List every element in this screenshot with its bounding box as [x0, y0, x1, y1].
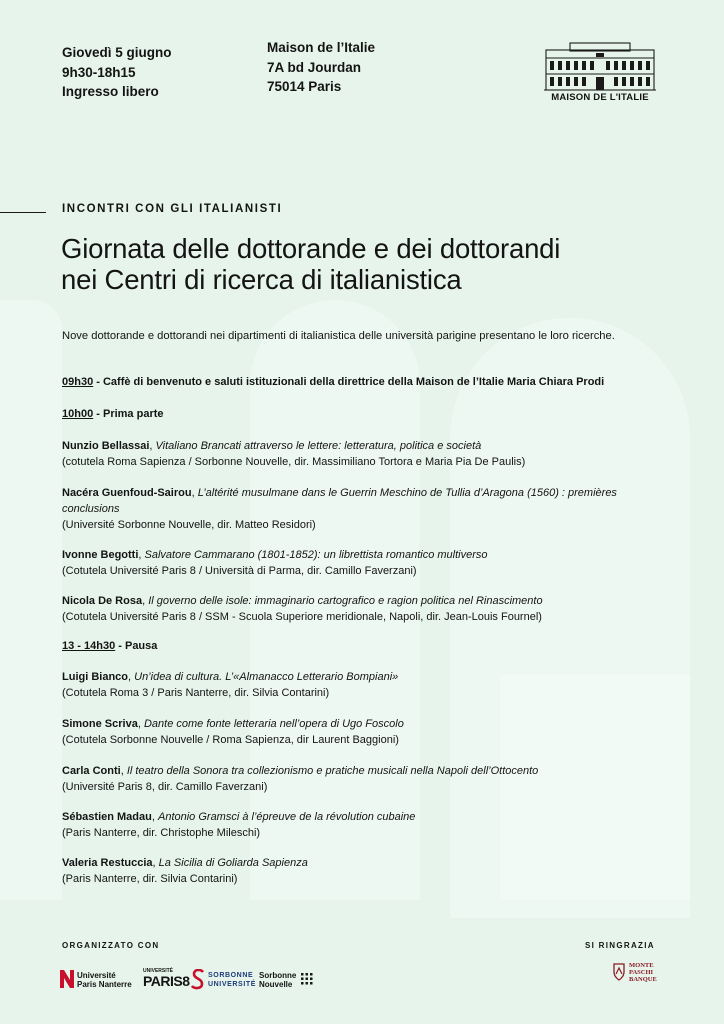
- talk-item: Nicola De Rosa, Il governo delle isole: immaginario cartografico e ragion politica nel Rinascimento (Cotutela Université Paris 8 / SSM - Scuola Superiore meridionale, Napoli, dir. Jean-Louis Fournel): [62, 595, 543, 623]
- venue-address: 7A bd Jourdan: [267, 59, 362, 75]
- talk-details: (Paris Nanterre, dir. Silvia Contarini): [62, 873, 238, 885]
- talk-details: (Université Paris 8, dir. Camillo Faverzani): [62, 781, 268, 793]
- event-date: Giovedì 5 giugno: [62, 45, 172, 60]
- logo-sorbonne-universite: [191, 968, 255, 992]
- logo-sorbonne-nouvelle: [259, 968, 319, 992]
- talk-item: Nunzio Bellassai, Vitaliano Brancati attraverso le lettere: letteratura, politica e società (cotutela Roma Sapienza / Sorbonne Nouvelle, dir. Massimiliano Tortora e Maria Pia De Paulis): [62, 440, 526, 468]
- nanterre-text-1: Université: [77, 971, 116, 980]
- talk-item: Luigi Bianco, Un’idea di cultura. L’«Almanacco Letterario Bompiani» (Cotutela Roma 3 / Paris Nanterre, dir. Silvia Contarini): [62, 671, 399, 699]
- part1-text: - Prima parte: [93, 408, 164, 420]
- sorbonne-text-1: SORBONNE: [208, 972, 254, 979]
- talk-title: L’altérité musulmane dans le Guerrin Meschino de Tullia d’Aragona (1560) : premières conclusions: [62, 487, 617, 515]
- page-title: [61, 233, 711, 295]
- talk-title: Il teatro della Sonora tra collezionismo e pratiche musicali nella Napoli dell’Ottocento: [126, 765, 539, 777]
- talk-item: Valeria Restuccia, La Sicilia di Goliarda Sapienza (Paris Nanterre, dir. Silvia Contarini): [62, 857, 308, 885]
- sponsor-text-2: PASCHI: [629, 969, 654, 976]
- part1-section: [62, 408, 164, 420]
- talk-speaker: Nicola De Rosa: [62, 595, 143, 607]
- talk-speaker: Sébastien Madau: [62, 811, 152, 823]
- talk-details: (Université Sorbonne Nouvelle, dir. Matteo Residori): [62, 519, 316, 531]
- event-entry: Ingresso libero: [62, 84, 159, 99]
- talk-speaker: Carla Conti: [62, 765, 121, 777]
- talk-speaker: Ivonne Begotti: [62, 549, 139, 561]
- venue-info: [267, 38, 375, 97]
- series-rule: [0, 212, 46, 213]
- talk-speaker: Simone Scriva: [62, 718, 138, 730]
- logo-paris8: [143, 968, 190, 992]
- sorbonne-mark-icon: [191, 969, 205, 990]
- monte-paschi-mark-icon: [612, 962, 626, 982]
- talk-speaker: Nacéra Guenfoud-Sairou: [62, 487, 192, 499]
- sorbonne-text-2: UNIVERSITÉ: [208, 980, 257, 988]
- sponsor-text-3: BANQUE: [629, 976, 657, 983]
- talk-details: (Paris Nanterre, dir. Christophe Mileschi): [62, 827, 261, 839]
- pause-section: [62, 640, 157, 652]
- talk-details: (Cotutela Université Paris 8 / SSM - Scuola Superiore meridionale, Napoli, dir. Jean-Louis Fournel): [62, 611, 542, 623]
- talk-item: Simone Scriva, Dante come fonte letteraria nell’opera di Ugo Foscolo (Cotutela Sorbonne Nouvelle / Roma Sapienza, dir Laurent Baggioni): [62, 718, 404, 746]
- event-info: [62, 43, 172, 102]
- title-line-1: Giornata delle dottorande e dei dottorandi: [61, 233, 561, 264]
- bg-shape-left: [0, 300, 62, 900]
- talk-title: Un’idea di cultura. L’«Almanacco Letterario Bompiani»: [134, 671, 399, 683]
- talk-details: (Cotutela Université Paris 8 / Università di Parma, dir. Camillo Faverzani): [62, 565, 417, 577]
- venue-name: Maison de l’Italie: [267, 40, 376, 55]
- talk-title: La Sicilia di Goliarda Sapienza: [158, 857, 308, 869]
- intro-text: Nove dottorande e dottorandi nei dipartimenti di italianistica delle università parigine presentano le loro ricerche.: [62, 330, 615, 342]
- talk-speaker: Nunzio Bellassai: [62, 440, 150, 452]
- logo-paris-nanterre: [60, 968, 140, 992]
- sponsor-text-1: MONTE: [629, 962, 654, 969]
- title-line-2: nei Centri di ricerca di italianistica: [61, 264, 462, 295]
- series-label: INCONTRI CON GLI ITALIANISTI: [62, 203, 283, 215]
- talk-details: (Cotutela Sorbonne Nouvelle / Roma Sapienza, dir Laurent Baggioni): [62, 734, 399, 746]
- talk-item: Sébastien Madau, Antonio Gramsci à l’épreuve de la révolution cubaine (Paris Nanterre, dir. Christophe Mileschi): [62, 811, 416, 839]
- talk-title: Antonio Gramsci à l’épreuve de la révolution cubaine: [157, 811, 416, 823]
- event-time: 9h30-18h15: [62, 64, 136, 80]
- talk-speaker: Valeria Restuccia: [62, 857, 153, 869]
- nanterre-text-2: Paris Nanterre: [77, 980, 132, 989]
- maison-italie-logo-text: MAISON DE L'ITALIE: [551, 92, 649, 103]
- talk-item: Nacéra Guenfoud-Sairou, L’altérité musulmane dans le Guerrin Meschino de Tullia d’Aragona (1560) : premières conclusions (Université Sorbonne Nouvelle, dir. Matteo Residori): [62, 487, 617, 531]
- welcome-time: 09h30: [62, 376, 94, 388]
- talk-title: Dante come fonte letteraria nell’opera di Ugo Foscolo: [143, 718, 404, 730]
- nouvelle-text-1: Sorbonne: [259, 971, 297, 980]
- logo-monte-paschi: [612, 960, 662, 996]
- talk-title: Vitaliano Brancati attraverso le lettere: letteratura, politica e società: [155, 440, 482, 452]
- talk-details: (cotutela Roma Sapienza / Sorbonne Nouvelle, dir. Massimiliano Tortora e Maria Pia De Paulis): [62, 456, 526, 468]
- part1-time: 10h00: [62, 408, 94, 420]
- talk-speaker: Luigi Bianco: [62, 671, 128, 683]
- talk-item: Ivonne Begotti, Salvatore Cammarano (1801-1852): un librettista romantico multiverso (Cotutela Université Paris 8 / Università di Parma, dir. Camillo Faverzani): [62, 549, 488, 577]
- talk-title: Il governo delle isole: immaginario cartografico e ragion politica nel Rinascimento: [148, 595, 543, 607]
- welcome-section: [62, 376, 604, 388]
- nouvelle-dots-icon: [301, 973, 313, 985]
- venue-city: 75014 Paris: [267, 79, 342, 94]
- thanks-label: SI RINGRAZIA: [585, 941, 655, 950]
- welcome-text: - Caffè di benvenuto e saluti istituzionali della direttrice della Maison de l’Italie Maria Chiara Prodi: [93, 376, 605, 388]
- talk-title: Salvatore Cammarano (1801-1852): un librettista romantico multiverso: [144, 549, 488, 561]
- talk-item: Carla Conti, Il teatro della Sonora tra collezionismo e pratiche musicali nella Napoli dell’Ottocento (Université Paris 8, dir. Camillo Faverzani): [62, 765, 539, 793]
- pause-text: - Pausa: [115, 640, 158, 652]
- nanterre-mark-icon: [60, 970, 74, 988]
- organized-label: ORGANIZZATO CON: [62, 941, 160, 950]
- nouvelle-text-2: Nouvelle: [259, 980, 293, 989]
- paris8-top: UNIVERSITÉ: [143, 968, 174, 974]
- paris8-main: PARIS8: [143, 973, 190, 989]
- pause-time: 13 - 14h30: [62, 640, 116, 652]
- talk-details: (Cotutela Roma 3 / Paris Nanterre, dir. Silvia Contarini): [62, 687, 330, 699]
